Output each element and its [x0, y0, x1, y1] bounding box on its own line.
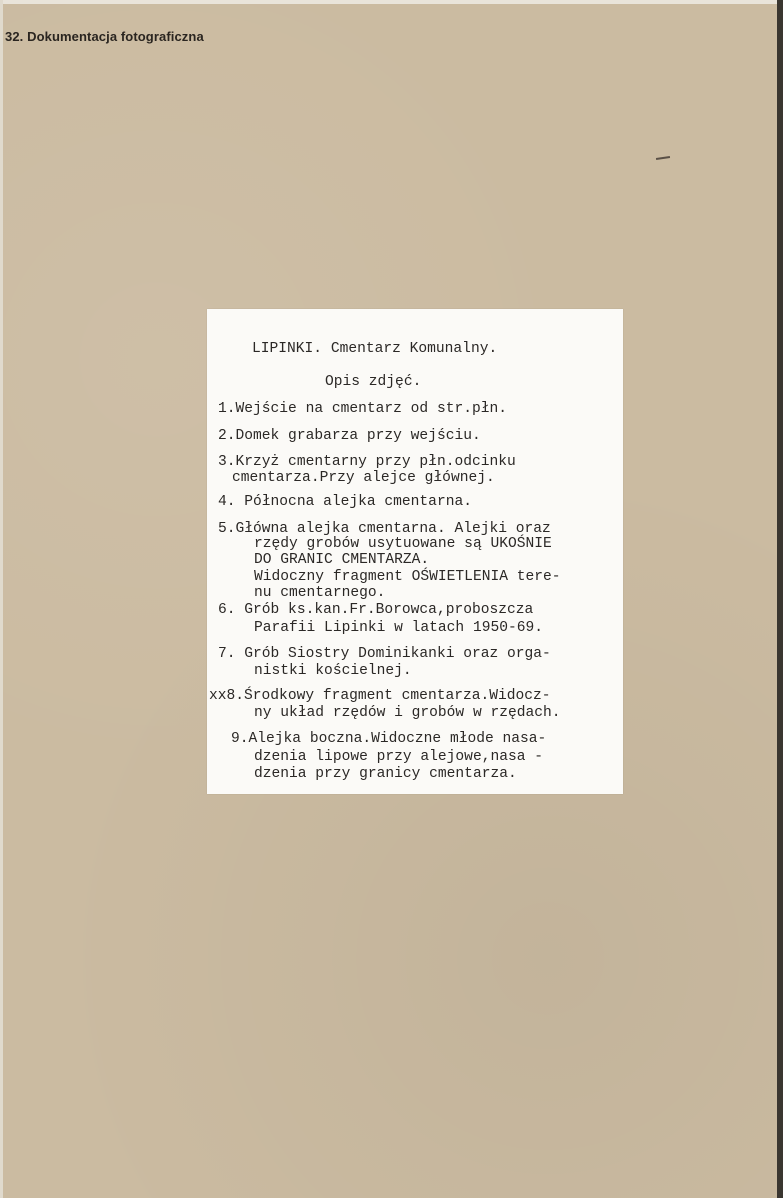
note-line: DO GRANIC CMENTARZA. [254, 552, 430, 568]
note-line: 3.Krzyż cmentarny przy płn.odcinku [218, 454, 516, 470]
note-line: xx8.Środkowy fragment cmentarza.Widocz- [209, 688, 551, 704]
typed-note-card [207, 309, 623, 794]
note-title: LIPINKI. Cmentarz Komunalny. [252, 341, 498, 357]
note-line: dzenia przy granicy cmentarza. [254, 766, 517, 782]
note-line: 4. Północna alejka cmentarna. [218, 494, 472, 510]
note-subtitle: Opis zdjęć. [325, 374, 422, 390]
note-line: nistki kościelnej. [254, 663, 412, 679]
page-top-edge [0, 0, 783, 4]
note-line: ny układ rzędów i grobów w rzędach. [254, 705, 561, 721]
note-line: rzędy grobów usytuowane są UKOŚNIE [254, 536, 552, 552]
note-line: cmentarza.Przy alejce głównej. [232, 470, 495, 486]
note-line: dzenia lipowe przy alejowe,nasa - [254, 749, 544, 765]
note-line: Parafii Lipinki w latach 1950-69. [254, 620, 544, 636]
note-line: 9.Alejka boczna.Widoczne młode nasa- [231, 731, 547, 747]
page-right-edge [777, 0, 783, 1198]
note-line: 5.Główna alejka cmentarna. Alejki oraz [218, 521, 551, 537]
note-line: 6. Grób ks.kan.Fr.Borowca,proboszcza [218, 602, 534, 618]
section-label: 32. Dokumentacja fotograficzna [5, 29, 204, 44]
note-line: Widoczny fragment OŚWIETLENIA tere- [254, 569, 561, 585]
note-line: 1.Wejście na cmentarz od str.płn. [218, 401, 508, 417]
paper-mark [656, 156, 670, 160]
note-line: 2.Domek grabarza przy wejściu. [218, 428, 481, 444]
page-left-edge [0, 0, 3, 1198]
note-line: nu cmentarnego. [254, 585, 386, 601]
note-line: 7. Grób Siostry Dominikanki oraz orga- [218, 646, 551, 662]
